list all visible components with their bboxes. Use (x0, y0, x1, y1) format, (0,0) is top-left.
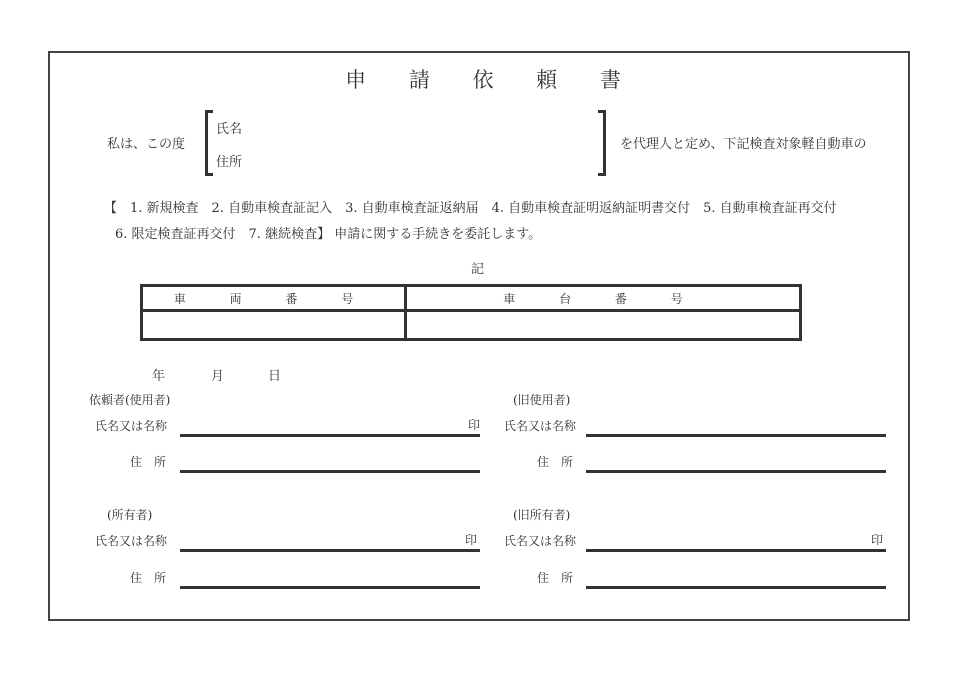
requester-section-label: 依頼者(使用者) (89, 393, 171, 407)
chassis-number-header: 車 台 番 号 (406, 286, 801, 311)
vehicle-number-header: 車 両 番 号 (142, 286, 406, 311)
document-title: 申 請 依 頼 書 (345, 68, 639, 92)
agent-name-label: 氏名 (216, 122, 243, 137)
requester-seal-mark: 印 (468, 418, 481, 432)
owner-name-field[interactable] (180, 549, 480, 552)
former-user-address-label: 住 所 (537, 455, 574, 469)
intro-suffix: を代理人と定め、下記検査対象軽自動車の (620, 137, 867, 152)
left-bracket (205, 110, 213, 176)
chassis-number-cell[interactable] (406, 311, 801, 340)
former-owner-seal-mark: 印 (871, 533, 884, 547)
table-row (142, 311, 801, 340)
former-user-name-label: 氏名又は名称 (504, 419, 577, 433)
table-header-row (142, 286, 801, 311)
former-owner-name-field[interactable] (586, 549, 886, 552)
requester-address-field[interactable] (180, 470, 480, 473)
former-user-address-field[interactable] (586, 470, 886, 473)
vehicle-number-cell[interactable] (142, 311, 406, 340)
owner-name-label: 氏名又は名称 (95, 534, 168, 548)
owner-address-label: 住 所 (130, 571, 167, 585)
former-owner-section-label: (旧所有者) (513, 508, 571, 522)
agent-address-label: 住所 (216, 155, 243, 170)
former-owner-address-field[interactable] (586, 586, 886, 589)
requester-name-field[interactable] (180, 434, 480, 437)
date-day-label: 日 (268, 369, 282, 384)
procedures-line-1: 【 1. 新規検査 2. 自動車検査証記入 3. 自動車検査証返納届 4. 自動車検査証明返納証明書交付 5. 自動車検査証再交付 (104, 201, 837, 216)
former-owner-name-label: 氏名又は名称 (504, 534, 577, 548)
ki-label: 記 (471, 262, 485, 277)
agent-address-field[interactable] (245, 145, 590, 173)
former-user-section-label: (旧使用者) (513, 393, 571, 407)
right-bracket (598, 110, 606, 176)
date-month-label: 月 (211, 369, 225, 384)
owner-address-field[interactable] (180, 586, 480, 589)
intro-prefix: 私は、この度 (107, 137, 186, 152)
owner-section-label: (所有者) (107, 508, 153, 522)
former-user-name-field[interactable] (586, 434, 886, 437)
vehicle-table (140, 284, 802, 341)
former-owner-address-label: 住 所 (537, 571, 574, 585)
date-year-label: 年 (152, 369, 166, 384)
requester-name-label: 氏名又は名称 (95, 419, 168, 433)
agent-name-field[interactable] (245, 112, 590, 140)
requester-address-label: 住 所 (130, 455, 167, 469)
procedures-line-2: 6. 限定検査証再交付 7. 継続検査】 申請に関する手続きを委託します。 (115, 227, 542, 242)
owner-seal-mark: 印 (465, 533, 478, 547)
